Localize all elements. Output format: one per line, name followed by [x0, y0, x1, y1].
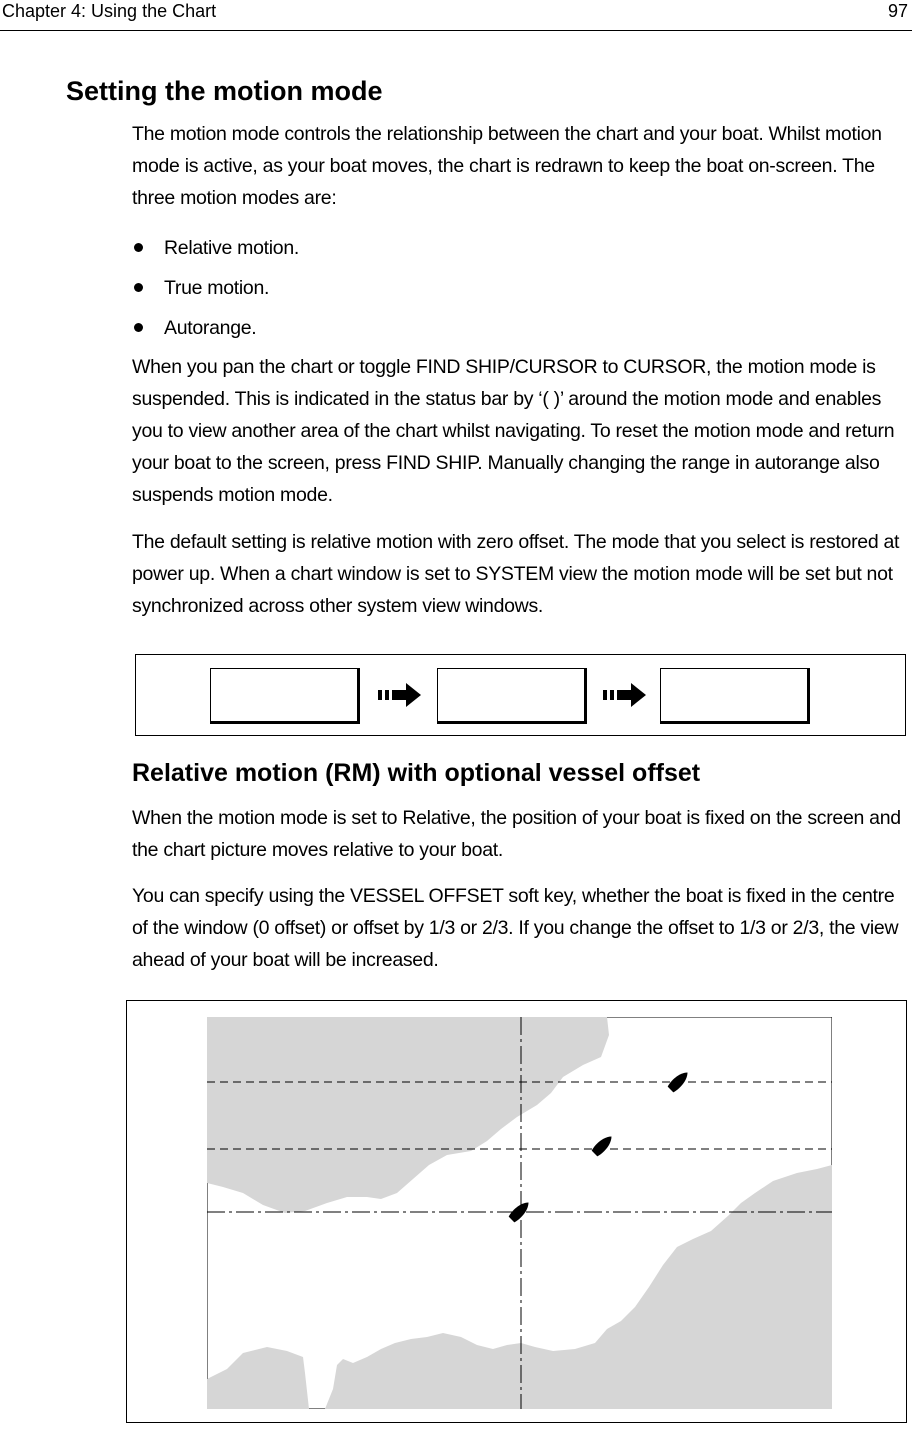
- arrow-right-icon: [603, 683, 647, 707]
- section-heading-relative-motion: Relative motion (RM) with optional vessel offset: [132, 759, 701, 787]
- list-item-label: Relative motion.: [164, 237, 300, 259]
- chapter-title: Chapter 4: Using the Chart: [2, 1, 217, 21]
- page-number: 97: [887, 1, 908, 21]
- vessel-offset-paragraph: You can specify using the VESSEL OFFSET soft key, whether the boat is fixed in the centre of the window (0 offset) or offset by 1/3 or 2/3. If you change the offset to 1/3 or 2/3, the view ahead of your boat will be increased.: [132, 885, 899, 971]
- page-header: [0, 0, 912, 31]
- softkey-sequence-diagram: [135, 654, 906, 736]
- list-item: [132, 312, 299, 352]
- arrow-right-icon: [378, 683, 422, 707]
- section-heading-motion-mode: Setting the motion mode: [66, 76, 383, 106]
- bullet-icon: [134, 243, 143, 252]
- list-item-label: True motion.: [164, 277, 270, 299]
- vessel-offset-figure: [126, 1000, 907, 1423]
- softkey-3: [660, 668, 810, 724]
- chart-map: [207, 1017, 832, 1409]
- list-item-label: Autorange.: [164, 317, 257, 339]
- motion-mode-list: [132, 232, 299, 352]
- softkey-1: [210, 668, 360, 724]
- bullet-icon: [134, 323, 143, 332]
- list-item: [132, 232, 299, 272]
- default-setting-paragraph: The default setting is relative motion with zero offset. The mode that you select is restored at power up. When a chart window is set to SYSTEM view the motion mode will be set but not synchronized across other system view windows.: [132, 531, 900, 617]
- bullet-icon: [134, 283, 143, 292]
- relative-motion-paragraph: When the motion mode is set to Relative, the position of your boat is fixed on the screen and the chart picture moves relative to your boat.: [132, 807, 901, 861]
- softkey-2: [437, 668, 587, 724]
- suspend-paragraph: When you pan the chart or toggle FIND SHIP/CURSOR to CURSOR, the motion mode is suspended. This is indicated in the status bar by ‘( )’ around the motion mode and enables you to view another area of the chart whilst navigating. To reset the motion mode and return your boat to the screen, press FIND SHIP. Manually changing the range in autorange also suspends motion mode.: [132, 356, 895, 506]
- list-item: [132, 272, 299, 312]
- intro-paragraph: The motion mode controls the relationship between the chart and your boat. Whilst motion mode is active, as your boat moves, the chart is redrawn to keep the boat on-screen. The three motion modes are:: [132, 123, 882, 209]
